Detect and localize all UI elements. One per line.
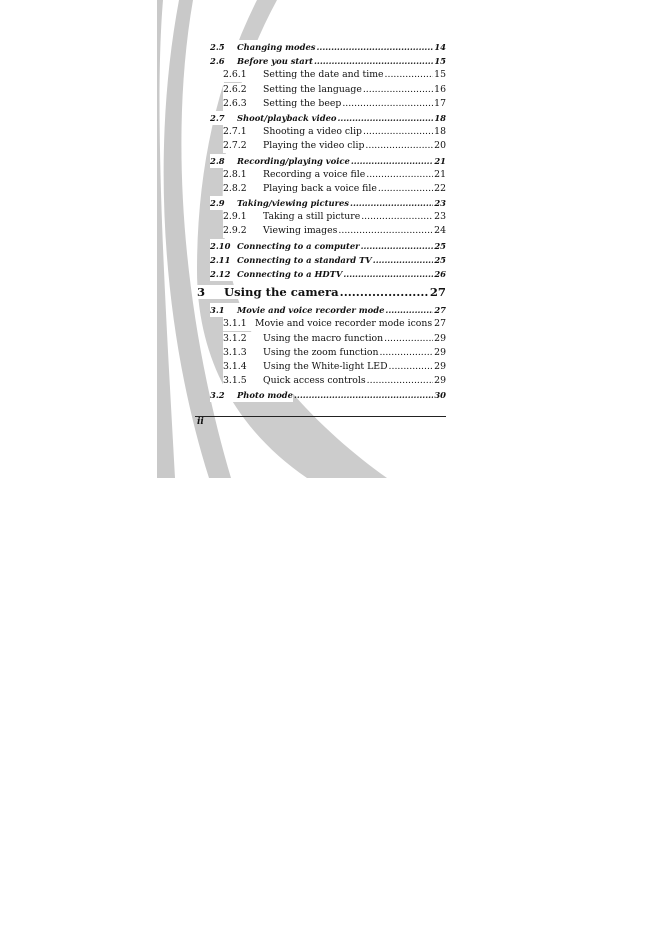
toc-entry-page: 22 bbox=[434, 182, 446, 194]
toc-entry-number: 2.6.2 bbox=[223, 83, 263, 97]
toc-entry-title: Connecting to a HDTV bbox=[237, 269, 343, 279]
toc-entry-number: 2.9 bbox=[210, 196, 237, 210]
toc-entry-page: 26 bbox=[434, 269, 446, 279]
toc-entry-title: Recording/playing voice bbox=[237, 155, 350, 166]
toc-entry-number: 2.9.2 bbox=[223, 224, 263, 238]
toc-entry-number: 2.8 bbox=[210, 154, 237, 168]
toc-dot-leader bbox=[343, 267, 433, 281]
table-of-contents bbox=[194, 40, 446, 403]
toc-entry-number: 3.1.2 bbox=[223, 332, 263, 346]
toc-dot-leader bbox=[351, 154, 433, 168]
toc-entry[interactable] bbox=[194, 139, 446, 153]
toc-entry[interactable] bbox=[194, 388, 446, 402]
toc-entry-title: Viewing images bbox=[263, 225, 338, 237]
toc-entry[interactable] bbox=[194, 281, 446, 303]
toc-entry-title: Taking a still picture bbox=[263, 211, 361, 223]
toc-entry[interactable] bbox=[194, 346, 446, 360]
toc-entry[interactable] bbox=[194, 360, 446, 374]
toc-dot-leader bbox=[317, 40, 434, 54]
toc-entry-title: Playing back a voice file bbox=[263, 182, 377, 194]
toc-entry-page: 25 bbox=[434, 254, 446, 265]
toc-entry-number: 2.11 bbox=[210, 253, 237, 267]
document-page bbox=[157, 0, 467, 478]
toc-entry-title: Before you start bbox=[237, 56, 314, 67]
toc-entry-title: Setting the beep bbox=[263, 97, 342, 109]
footer-divider bbox=[195, 416, 446, 417]
toc-entry-number: 2.5 bbox=[210, 40, 237, 54]
toc-dot-leader bbox=[366, 168, 433, 182]
toc-entry[interactable] bbox=[194, 125, 446, 139]
toc-entry-number: 2.7.1 bbox=[223, 125, 263, 139]
toc-entry-title: Connecting to a standard TV bbox=[237, 254, 372, 265]
toc-entry-number: 2.8.1 bbox=[223, 168, 263, 182]
toc-entry-number: 3.1 bbox=[210, 303, 237, 317]
toc-entry-page: 17 bbox=[434, 97, 446, 109]
toc-entry-number: 3.1.1 bbox=[223, 317, 255, 331]
toc-entry[interactable] bbox=[194, 154, 446, 168]
toc-entry[interactable] bbox=[194, 196, 446, 210]
toc-dot-leader bbox=[378, 182, 433, 196]
toc-entry-page: 15 bbox=[434, 56, 446, 67]
toc-entry-page: 16 bbox=[434, 83, 446, 95]
toc-entry[interactable] bbox=[194, 54, 446, 68]
toc-dot-leader bbox=[361, 239, 434, 253]
toc-entry-title: Setting the date and time bbox=[263, 69, 384, 81]
toc-entry-title: Movie and voice recorder mode bbox=[237, 305, 385, 316]
toc-entry-title: Using the macro function bbox=[263, 332, 384, 344]
toc-entry-number: 3.1.5 bbox=[223, 374, 263, 388]
toc-entry-title: Playing the video clip bbox=[263, 140, 365, 152]
toc-entry-page: 20 bbox=[434, 140, 446, 152]
toc-entry-page: 27 bbox=[434, 318, 446, 330]
toc-entry-number: 2.6.1 bbox=[223, 68, 263, 82]
toc-dot-leader bbox=[294, 388, 433, 402]
toc-entry[interactable] bbox=[194, 267, 446, 281]
toc-entry-title: Quick access controls bbox=[263, 375, 366, 387]
toc-dot-leader bbox=[338, 224, 433, 238]
toc-entry[interactable] bbox=[194, 182, 446, 196]
toc-entry-page: 23 bbox=[434, 198, 446, 209]
toc-entry[interactable] bbox=[194, 168, 446, 182]
toc-entry-number: 2.6.3 bbox=[223, 97, 263, 111]
toc-entry-number: 2.8.2 bbox=[223, 182, 263, 196]
toc-entry[interactable] bbox=[194, 332, 446, 346]
toc-dot-leader bbox=[385, 303, 433, 317]
toc-entry-number: 2.10 bbox=[210, 239, 237, 253]
toc-dot-leader bbox=[379, 346, 433, 360]
toc-entry-title: Recording a voice file bbox=[263, 168, 366, 180]
toc-entry-number: 2.9.1 bbox=[223, 210, 263, 224]
toc-entry-page: 21 bbox=[434, 168, 446, 180]
toc-entry-title: Movie and voice recorder mode icons bbox=[255, 318, 433, 330]
toc-entry-number: 2.6 bbox=[210, 54, 237, 68]
toc-entry-number: 3.1.3 bbox=[223, 346, 263, 360]
toc-entry-page: 21 bbox=[434, 155, 446, 166]
toc-entry-page: 24 bbox=[434, 225, 446, 237]
footer-page-number: ii bbox=[197, 417, 204, 427]
toc-entry[interactable] bbox=[194, 210, 446, 224]
toc-entry[interactable] bbox=[194, 303, 446, 317]
toc-entry-page: 15 bbox=[434, 69, 446, 81]
toc-entry[interactable] bbox=[194, 68, 446, 82]
toc-entry[interactable] bbox=[194, 253, 446, 267]
toc-entry[interactable] bbox=[194, 317, 446, 331]
toc-entry-page: 18 bbox=[434, 112, 446, 123]
toc-dot-leader bbox=[363, 125, 433, 139]
toc-entry-title: Changing modes bbox=[237, 42, 316, 52]
toc-entry[interactable] bbox=[194, 224, 446, 238]
toc-entry-page: 18 bbox=[434, 126, 446, 138]
toc-entry[interactable] bbox=[194, 40, 446, 54]
toc-entry-number: 3.2 bbox=[210, 388, 237, 402]
toc-entry-title: Shooting a video clip bbox=[263, 126, 362, 138]
toc-dot-leader bbox=[384, 332, 433, 346]
toc-dot-leader bbox=[338, 111, 434, 125]
toc-entry-title: Using the White-light LED bbox=[263, 360, 388, 372]
toc-entry-title: Setting the language bbox=[263, 83, 362, 95]
toc-dot-leader bbox=[350, 196, 433, 210]
toc-entry-number: 3 bbox=[197, 285, 224, 299]
toc-entry-number: 2.7 bbox=[210, 111, 237, 125]
toc-dot-leader bbox=[365, 139, 433, 153]
toc-dot-leader bbox=[361, 210, 433, 224]
toc-entry-title: Shoot/playback video bbox=[237, 112, 337, 123]
toc-entry-page: 14 bbox=[434, 42, 446, 52]
toc-entry-page: 30 bbox=[434, 390, 446, 401]
toc-entry-page: 29 bbox=[434, 346, 446, 358]
toc-entry[interactable] bbox=[194, 239, 446, 253]
toc-entry[interactable] bbox=[194, 97, 446, 111]
toc-dot-leader bbox=[314, 54, 433, 68]
toc-entry-title: Using the zoom function bbox=[263, 346, 379, 358]
toc-entry-title: Using the camera bbox=[224, 285, 339, 300]
toc-entry-title: Taking/viewing pictures bbox=[237, 198, 350, 209]
toc-dot-leader bbox=[373, 253, 434, 267]
toc-entry-page: 25 bbox=[434, 240, 446, 251]
toc-dot-leader bbox=[363, 83, 433, 97]
toc-entry-number: 3.1.4 bbox=[223, 360, 263, 374]
toc-entry-page: 29 bbox=[434, 332, 446, 344]
toc-dot-leader bbox=[340, 285, 429, 299]
toc-entry-page: 29 bbox=[434, 360, 446, 372]
toc-dot-leader bbox=[389, 360, 434, 374]
toc-entry[interactable] bbox=[194, 111, 446, 125]
toc-entry-page: 27 bbox=[434, 305, 446, 316]
toc-entry-number: 2.12 bbox=[210, 267, 237, 281]
toc-entry-title: Connecting to a computer bbox=[237, 240, 360, 251]
toc-entry-page: 29 bbox=[434, 375, 446, 387]
toc-entry-page: 23 bbox=[434, 211, 446, 223]
toc-dot-leader bbox=[342, 97, 433, 111]
toc-dot-leader bbox=[385, 68, 434, 82]
toc-entry-title: Photo mode bbox=[237, 390, 293, 401]
toc-entry[interactable] bbox=[194, 83, 446, 97]
toc-dot-leader bbox=[367, 374, 434, 388]
toc-entry-page: 27 bbox=[429, 285, 446, 300]
toc-entry[interactable] bbox=[194, 374, 446, 388]
toc-entry-number: 2.7.2 bbox=[223, 139, 263, 153]
